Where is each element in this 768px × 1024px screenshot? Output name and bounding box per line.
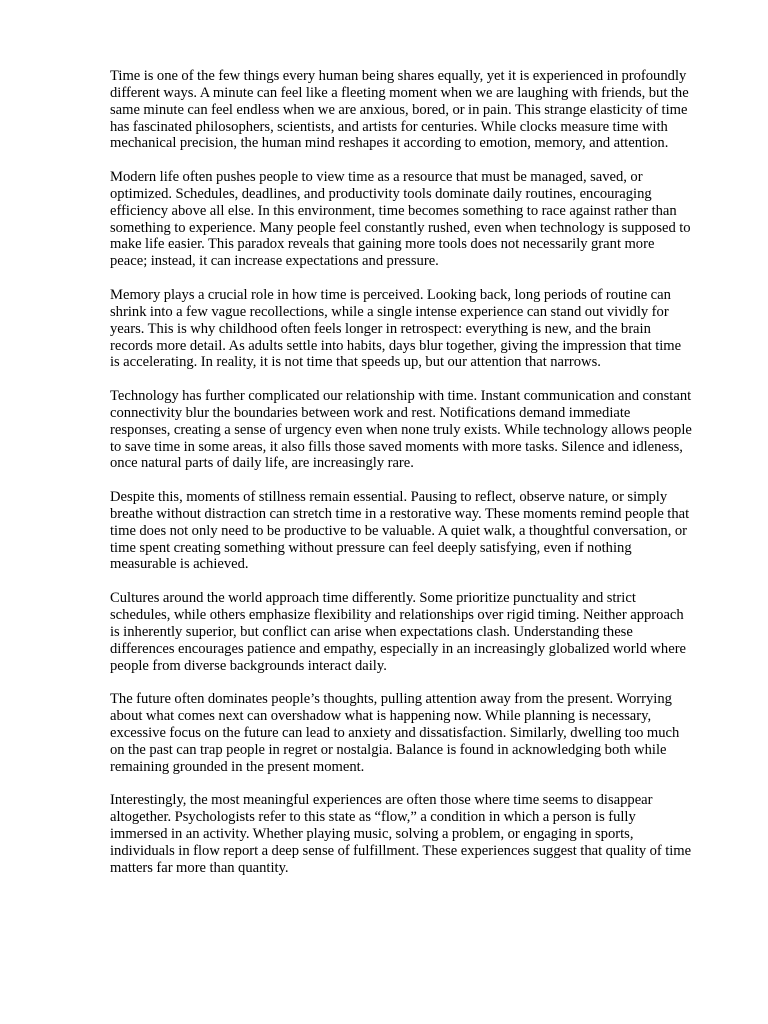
paragraph-5: Despite this, moments of stillness remain essential. Pausing to reflect, observe nature, or simply breathe without distraction can stretch time in a restorative way. These moments remind people that time does not only need to be productive to be valuable. A quiet walk, a thoughtful conversation, or time spent creating something without pressure can feel deeply satisfying, even if nothing measurable is achieved. — [110, 489, 690, 573]
paragraph-1: Time is one of the few things every human being shares equally, yet it is experienced in profoundly different ways. A minute can feel like a fleeting moment when we are laughing with friends, but the same minute can feel endless when we are anxious, bored, or in pain. This strange elasticity of time has fascinated philosophers, scientists, and artists for centuries. While clocks measure time with mechanical precision, the human mind reshapes it according to emotion, memory, and attention. — [110, 68, 689, 152]
paragraph-6: Cultures around the world approach time differently. Some prioritize punctuality and strict schedules, while others emphasize flexibility and relationships over rigid timing. Neither approach is inherently superior, but conflict can arise when expectations clash. Understanding these differences encourages patience and empathy, especially in an increasingly globalized world where people from diverse backgrounds interact daily. — [110, 590, 687, 674]
paragraph-4: Technology has further complicated our relationship with time. Instant communication and constant connectivity blur the boundaries between work and rest. Notifications demand immediate responses, creating a sense of urgency even when none truly exists. While technology allows people to save time in some areas, it also fills those saved moments with more tasks. Silence and idleness, once natural parts of daily life, are increasingly rare. — [110, 388, 692, 472]
paragraph-8: Interestingly, the most meaningful experiences are often those where time seems to disappear altogether. Psychologists refer to this state as “flow,” a condition in which a person is fully immersed in an activity. Whether playing music, solving a problem, or engaging in sports, individuals in flow report a deep sense of fulfillment. These experiences suggest that quality of time matters far more than quantity. — [110, 792, 692, 876]
paragraph-3: Memory plays a crucial role in how time is perceived. Looking back, long periods of routine can shrink into a few vague recollections, while a single intense experience can stand out vividly for years. This is why childhood often feels longer in retrospect: everything is new, and the brain records more detail. As adults settle into habits, days blur together, giving the impression that time is accelerating. In reality, it is not time that speeds up, but our attention that narrows. — [110, 286, 682, 371]
paragraph-2: Modern life often pushes people to view time as a resource that must be managed, saved, or optimized. Schedules, deadlines, and productivity tools dominate daily routines, encouraging efficiency above all else. In this environment, time becomes something to race against rather than something to experience. Many people feel constantly rushed, even when technology is supposed to make life easier. This paradox reveals that gaining more tools does not necessarily grant more peace; instead, it can increase expectations and pressure. — [110, 169, 691, 270]
document-page — [110, 68, 692, 877]
paragraph-7: The future often dominates people’s thoughts, pulling attention away from the present. Worrying about what comes next can overshadow what is happening now. While planning is necessary, excessive focus on the future can lead to anxiety and dissatisfaction. Similarly, dwelling too much on the past can trap people in regret or nostalgia. Balance is found in acknowledging both while remaining grounded in the present moment. — [110, 691, 680, 775]
